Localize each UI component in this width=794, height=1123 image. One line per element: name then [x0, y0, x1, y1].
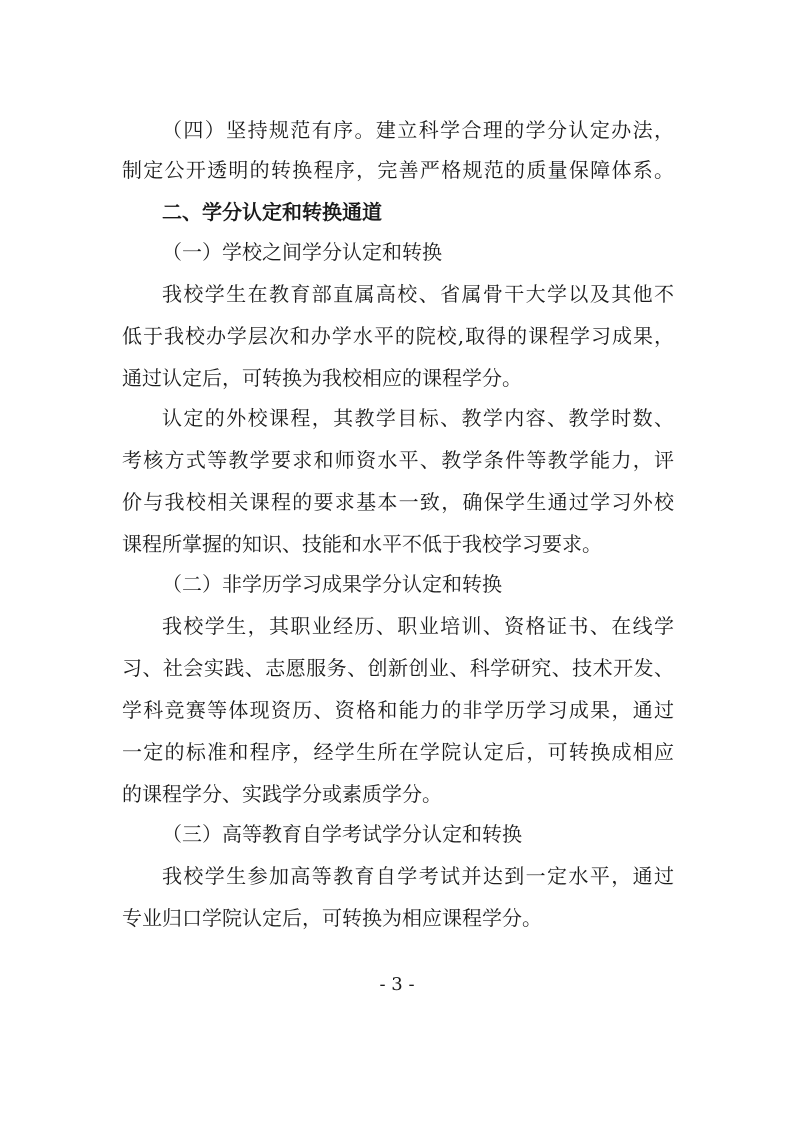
page-number: - 3 - — [379, 974, 415, 995]
section-heading: 二、学分认定和转换通道 — [162, 200, 382, 224]
paragraph-line: 我校学生在教育部直属高校、省属骨干大学以及其他不 — [162, 282, 674, 306]
paragraph-line: 的课程学分、实践学分或素质学分。 — [122, 782, 442, 806]
paragraph-line: 课程所掌握的知识、技能和水平不低于我校学习要求。 — [122, 532, 602, 556]
paragraph-line: （四）坚持规范有序。建立科学合理的学分认定办法， — [162, 118, 674, 142]
subsection-heading: （二）非学历学习成果学分认定和转换 — [162, 572, 502, 596]
subsection-heading: （三）高等教育自学考试学分认定和转换 — [162, 822, 522, 846]
paragraph-line: 考核方式等教学要求和师资水平、教学条件等教学能力，评 — [122, 448, 674, 472]
paragraph-line: 制定公开透明的转换程序，完善严格规范的质量保障体系。 — [122, 158, 674, 182]
paragraph-line: 专业归口学院认定后，可转换为相应课程学分。 — [122, 906, 542, 930]
paragraph-line: 习、社会实践、志愿服务、创新创业、科学研究、技术开发、 — [122, 656, 674, 680]
paragraph-line: 通过认定后，可转换为我校相应的课程学分。 — [122, 366, 522, 390]
paragraph-line: 我校学生，其职业经历、职业培训、资格证书、在线学 — [162, 614, 674, 638]
paragraph-line: 我校学生参加高等教育自学考试并达到一定水平，通过 — [162, 864, 674, 888]
paragraph-line: 认定的外校课程，其教学目标、教学内容、教学时数、 — [162, 406, 674, 430]
paragraph-line: 低于我校办学层次和办学水平的院校,取得的课程学习成果， — [122, 324, 674, 348]
subsection-heading: （一）学校之间学分认定和转换 — [162, 240, 442, 264]
paragraph-line: 学科竞赛等体现资历、资格和能力的非学历学习成果，通过 — [122, 698, 674, 722]
paragraph-line: 价与我校相关课程的要求基本一致，确保学生通过学习外校 — [122, 490, 674, 514]
paragraph-line: 一定的标准和程序，经学生所在学院认定后，可转换成相应 — [122, 740, 674, 764]
